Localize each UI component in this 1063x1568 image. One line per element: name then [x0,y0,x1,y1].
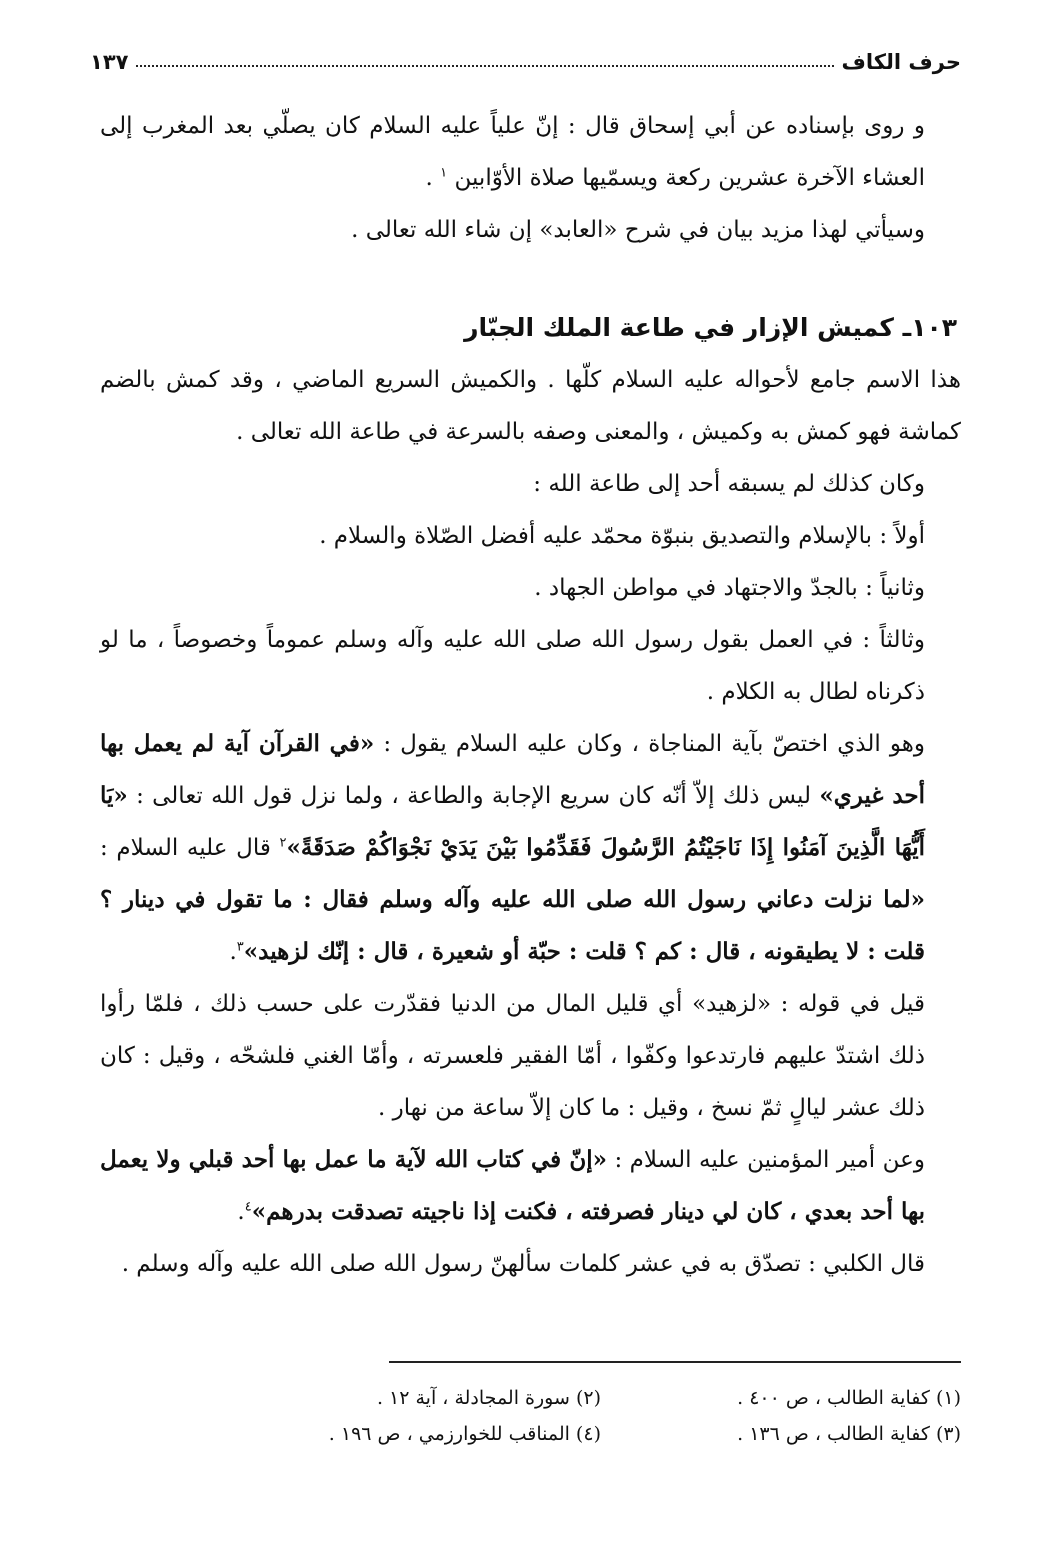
footnote-3: (٣) كفاية الطالب ، ص ١٣٦ . [737,1423,961,1445]
punctuation: . [237,1199,245,1225]
quote-text: «في القرآن آية لم يعمل بها أحد غيري» [100,730,926,809]
paragraph-first: أولاً : بالإسلام والتصديق بنبوّة محمّد عليه أفضل الصّلاة والسلام . [319,523,925,549]
paragraph-see-also: وسيأتي لهذا مزيد بيان في شرح «العابد» إن شاء الله تعالى . [351,217,925,243]
footnote-4: (٤) المناقب للخوارزمي ، ص ١٩٦ . [328,1423,601,1445]
punctuation: . [425,165,433,191]
paragraph-definition: هذا الاسم جامع لأحواله عليه السلام كلّها . والكميش السريع الماضي ، وقد كمش بالضم كماشة فهو كمش به وكميش ، والمعنى وصفه بالسرعة في طاعة الله تعالى . [100,367,961,445]
paragraph-isnad [100,100,961,204]
quote-text: «لما نزلت دعاني رسول الله صلى الله عليه وآله وسلم فقال : ما تقول في دينار ؟ قلت : لا يطيقونه ، قال : كم ؟ قلت : حبّة أو شعيرة ، قال : إنّك لزهيد» [100,886,925,965]
paragraph-explanation: قيل في قوله : «لزهيد» أي قليل المال من الدنيا فقدّرت على حسب ذلك ، فلمّا رأوا ذلك اشتدّ عليهم فارتدعوا وكفّوا ، أمّا الفقير فلعسرته ، وأمّا الغني فلشحّه ، وقيل : كان ذلك عشر ليالٍ ثمّ نسخ ، وقيل : ما كان إلاّ ساعة من نهار . [100,991,925,1121]
paragraph-intro: وكان كذلك لم يسبقه أحد إلى طاعة الله : [533,471,925,497]
section-heading: ١٠٣ـ كميش الإزار في طاعة الملك الجبّار [464,313,957,342]
footnotes [241,1380,961,1452]
footnote-ref: ٤ [244,1199,252,1215]
footnote-2: (٢) سورة المجادلة ، آية ١٢ . [376,1387,601,1409]
paragraph-text: ليس ذلك إلاّ أنّه كان سريع الإجابة والطاعة ، ولما نزل قول الله تعالى : [136,783,812,809]
main-text [100,100,961,1290]
quote-text: «إنّ في كتاب الله لآية ما عمل بها أحد قبلي ولا يعمل بها أحد بعدي ، كان لي دينار فصرفته ، فكنت إذا ناجيته تصدقت بدرهم» [100,1146,925,1225]
section-gap [100,256,961,302]
footnote-ref: ٣ [236,939,244,955]
page-number: ١٣٧ [90,50,129,74]
footnote-1: (١) كفاية الطالب ، ص ٤٠٠ . [737,1387,961,1409]
paragraph-second: وثانياً : بالجدّ والاجتهاد في مواطن الجهاد . [534,575,925,601]
footnote-ref: ١ [440,165,448,181]
footnote-ref: ٢ [279,835,287,851]
paragraph-text: و روى بإسناده عن أبي إسحاق قال : إنّ علياً عليه السلام كان يصلّي بعد المغرب إلى العشاء الآخرة عشرين ركعة ويسمّيها صلاة الأوّابين [100,113,925,191]
quran-verse: «يَا أَيُّهَا الَّذِينَ آمَنُوا إِذَا نَاجَيْتُمُ الرَّسُولَ فَقَدِّمُوا بَيْنَ يَدَيْ نَجْوَاكُمْ صَدَقَةً» [100,782,925,861]
paragraph-amir [100,1134,961,1238]
paragraph-text: وعن أمير المؤمنين عليه السلام : [614,1147,925,1173]
paragraph-third: وثالثاً : في العمل بقول رسول الله صلى الله عليه وآله وسلم عموماً وخصوصاً ، ما لو ذكرناه لطال به الكلام . [100,627,925,705]
punctuation: . [229,939,237,965]
paragraph-munajat [100,718,961,978]
paragraph-kalbi: قال الكلبي : تصدّق به في عشر كلمات سألهنّ رسول الله صلى الله عليه وآله وسلم . [121,1251,925,1277]
paragraph-text: وهو الذي اختصّ بآية المناجاة ، وكان عليه السلام يقول : [383,731,926,757]
paragraph-text: قال عليه السلام : [100,835,271,861]
footnote-divider [389,1361,961,1363]
page-header [90,40,961,74]
header-dot-leader [136,65,833,67]
chapter-title: حرف الكاف [841,50,961,74]
